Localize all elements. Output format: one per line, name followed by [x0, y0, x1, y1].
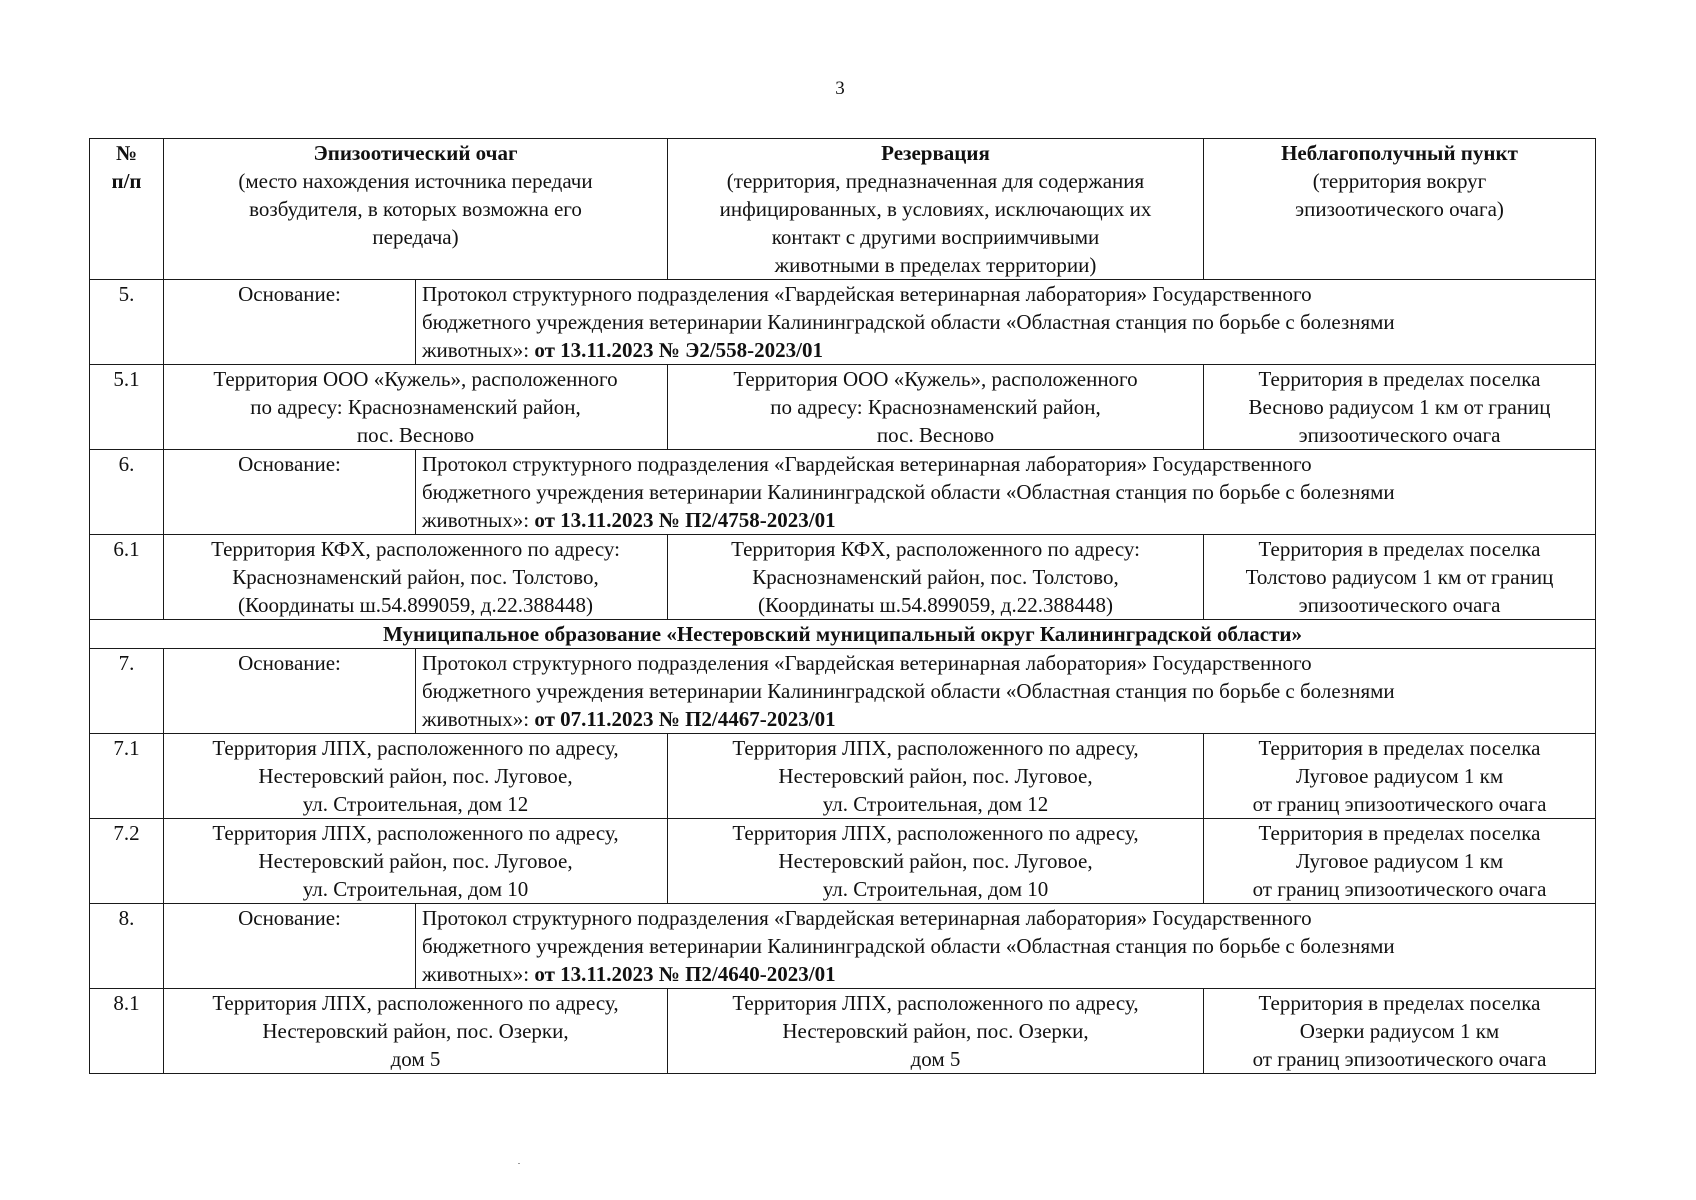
reservation-cell [668, 989, 1204, 1074]
basis-line: Протокол структурного подразделения «Гвардейская ветеринарная лаборатория» Государственного [422, 651, 1312, 675]
basis-line: Протокол структурного подразделения «Гвардейская ветеринарная лаборатория» Государственного [422, 906, 1312, 930]
item-row [90, 819, 1596, 904]
section-number: 5. [90, 280, 164, 365]
cell-line: Краснознаменский район, пос. Толстово, [232, 565, 599, 589]
basis-line-start: животных»: [422, 508, 535, 532]
header-reservation: Резервация (территория, предназначенная для содержания инфицированных, в условиях, исключающих их контакт с другими восприимчивыми животными в пределах территории) [668, 139, 1204, 280]
cell-line: Нестеровский район, пос. Луговое, [258, 849, 573, 873]
municipality-row [90, 620, 1596, 649]
cell-line: Нестеровский район, пос. Луговое, [258, 764, 573, 788]
header-num: № п/п [90, 139, 164, 280]
cell-line: Нестеровский район, пос. Озерки, [782, 1019, 1089, 1043]
cell-line: Территория в пределах поселка [1258, 367, 1541, 391]
cell-line: Территория ЛПХ, расположенного по адресу, [212, 736, 619, 760]
basis-line: бюджетного учреждения ветеринарии Калининградской области «Областная станция по борьбе с болезнями [422, 679, 1395, 703]
cell-line: Краснознаменский район, пос. Толстово, [752, 565, 1119, 589]
section-number: 7. [90, 649, 164, 734]
basis-text [416, 280, 1596, 365]
item-row [90, 734, 1596, 819]
basis-row [90, 280, 1596, 365]
point-cell [1204, 365, 1596, 450]
cell-line: Территория в пределах поселка [1258, 537, 1541, 561]
cell-line: Территория КФХ, расположенного по адресу: [211, 537, 620, 561]
cell-line: Территория ЛПХ, расположенного по адресу, [732, 821, 1139, 845]
cell-line: Нестеровский район, пос. Луговое, [778, 764, 1093, 788]
cell-line: Территория ООО «Кужель», расположенного [213, 367, 618, 391]
protocol-ref: от 07.11.2023 № П2/4467-2023/01 [534, 707, 836, 731]
focus-cell [164, 819, 668, 904]
basis-line-start: животных»: [422, 962, 535, 986]
basis-label: Основание: [164, 450, 416, 535]
reservation-cell [668, 535, 1204, 620]
cell-line: (Координаты ш.54.899059, д.22.388448) [237, 593, 593, 617]
cell-line: ул. Строительная, дом 12 [302, 792, 529, 816]
protocol-ref: от 13.11.2023 № П2/4758-2023/01 [534, 508, 836, 532]
cell-line: пос. Весново [356, 423, 475, 447]
header-point: Неблагополучный пункт (территория вокруг эпизоотического очага) [1204, 139, 1596, 280]
focus-cell [164, 535, 668, 620]
cell-line: эпизоотического очага [1298, 423, 1501, 447]
item-number: 5.1 [90, 365, 164, 450]
header-focus: Эпизоотический очаг (место нахождения источника передачи возбудителя, в которых возможна его передача) [164, 139, 668, 280]
cell-line: Нестеровский район, пос. Луговое, [778, 849, 1093, 873]
cell-line: Территория в пределах поселка [1258, 991, 1541, 1015]
cell-line: Территория ООО «Кужель», расположенного [733, 367, 1138, 391]
basis-text [416, 649, 1596, 734]
scan-speck [518, 1163, 520, 1164]
cell-line: Толстово радиусом 1 км от границ [1245, 565, 1554, 589]
cell-line: эпизоотического очага [1298, 593, 1501, 617]
basis-label: Основание: [164, 904, 416, 989]
basis-line [422, 506, 1589, 534]
point-cell [1204, 819, 1596, 904]
cell-line: (Координаты ш.54.899059, д.22.388448) [757, 593, 1113, 617]
item-number: 7.1 [90, 734, 164, 819]
cell-line: по адресу: Краснознаменский район, [770, 395, 1101, 419]
cell-line: от границ эпизоотического очага [1252, 1047, 1547, 1071]
basis-label: Основание: [164, 280, 416, 365]
basis-line-start: животных»: [422, 707, 535, 731]
basis-line: Протокол структурного подразделения «Гвардейская ветеринарная лаборатория» Государственного [422, 452, 1312, 476]
basis-text [416, 450, 1596, 535]
cell-line: Весново радиусом 1 км от границ [1248, 395, 1551, 419]
cell-line: от границ эпизоотического очага [1252, 792, 1547, 816]
basis-row [90, 649, 1596, 734]
section-number: 8. [90, 904, 164, 989]
cell-line: Территория ЛПХ, расположенного по адресу, [732, 991, 1139, 1015]
item-row [90, 989, 1596, 1074]
cell-line: Территория ЛПХ, расположенного по адресу, [212, 821, 619, 845]
cell-line: Луговое радиусом 1 км [1295, 849, 1504, 873]
basis-row [90, 904, 1596, 989]
page-number: 3 [835, 78, 845, 99]
cell-line: дом 5 [910, 1047, 961, 1071]
protocol-ref: от 13.11.2023 № Э2/558-2023/01 [534, 338, 823, 362]
focus-cell [164, 989, 668, 1074]
section-number: 6. [90, 450, 164, 535]
point-cell [1204, 535, 1596, 620]
cell-line: Луговое радиусом 1 км [1295, 764, 1504, 788]
item-row [90, 365, 1596, 450]
item-row [90, 535, 1596, 620]
reservation-cell [668, 819, 1204, 904]
reservation-cell [668, 734, 1204, 819]
cell-line: Территория ЛПХ, расположенного по адресу, [732, 736, 1139, 760]
cell-line: пос. Весново [876, 423, 995, 447]
basis-row [90, 450, 1596, 535]
protocol-ref: от 13.11.2023 № П2/4640-2023/01 [534, 962, 836, 986]
basis-line-start: животных»: [422, 338, 535, 362]
focus-cell [164, 734, 668, 819]
cell-line: дом 5 [390, 1047, 441, 1071]
cell-line: Озерки радиусом 1 км [1299, 1019, 1500, 1043]
cell-line: Территория в пределах поселка [1258, 736, 1541, 760]
basis-label: Основание: [164, 649, 416, 734]
basis-line [422, 705, 1589, 733]
cell-line: по адресу: Краснознаменский район, [250, 395, 581, 419]
basis-line: Протокол структурного подразделения «Гвардейская ветеринарная лаборатория» Государственного [422, 282, 1312, 306]
item-number: 6.1 [90, 535, 164, 620]
table-header-row [90, 139, 1596, 280]
municipality-title: Муниципальное образование «Нестеровский муниципальный округ Калининградской области» [90, 620, 1596, 649]
basis-line [422, 960, 1589, 988]
cell-line: Нестеровский район, пос. Озерки, [262, 1019, 569, 1043]
cell-line: от границ эпизоотического очага [1252, 877, 1547, 901]
cell-line: ул. Строительная, дом 10 [822, 877, 1049, 901]
cell-line: ул. Строительная, дом 12 [822, 792, 1049, 816]
cell-line: Территория КФХ, расположенного по адресу: [731, 537, 1140, 561]
cell-line: Территория ЛПХ, расположенного по адресу, [212, 991, 619, 1015]
item-number: 8.1 [90, 989, 164, 1074]
point-cell [1204, 734, 1596, 819]
reservation-cell [668, 365, 1204, 450]
cell-line: Территория в пределах поселка [1258, 821, 1541, 845]
point-cell [1204, 989, 1596, 1074]
basis-line [422, 336, 1589, 364]
item-number: 7.2 [90, 819, 164, 904]
basis-text [416, 904, 1596, 989]
focus-cell [164, 365, 668, 450]
basis-line: бюджетного учреждения ветеринарии Калининградской области «Областная станция по борьбе с болезнями [422, 934, 1395, 958]
basis-line: бюджетного учреждения ветеринарии Калининградской области «Областная станция по борьбе с болезнями [422, 480, 1395, 504]
basis-line: бюджетного учреждения ветеринарии Калининградской области «Областная станция по борьбе с болезнями [422, 310, 1395, 334]
cell-line: ул. Строительная, дом 10 [302, 877, 529, 901]
zones-table [89, 138, 1596, 1074]
